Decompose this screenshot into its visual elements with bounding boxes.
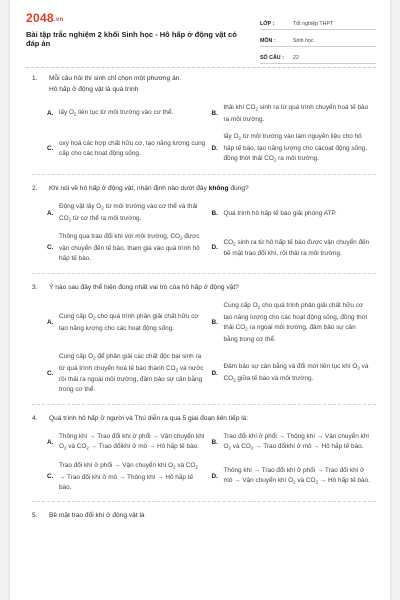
answer-option[interactable] xyxy=(212,432,371,454)
question-divider xyxy=(32,404,376,405)
option-text: $CO_2$ sinh ra từ hô hấp tế bào được vận chuyển đến bề mặt trao đổi khí, rồi thải ra môi trường. xyxy=(223,238,370,258)
question-1 xyxy=(32,74,370,166)
option-letter: A. xyxy=(47,439,54,446)
option-text: Thông khí → Trao đổi khí ở phổi → Trao đổi khí ở mô → Vận chuyển khí $O_2$ và $CO_2$ → Hô hấp tế bào. xyxy=(223,467,370,485)
answer-option[interactable] xyxy=(212,232,371,264)
option-text: Đảm bảo sự cân bằng và đổi mới liên tục khí $O_2$ và $CO_2$ giữa tế bào và môi trường. xyxy=(223,363,369,383)
question-text: Mỗi câu hỏi thí sinh chỉ chọn một phương án. Hô hấp ở động vật là quá trình xyxy=(49,75,182,93)
question-3 xyxy=(32,283,370,396)
question-number: 5. xyxy=(32,512,38,520)
option-text: thải khí $CO_2$ sinh ra từ quá trình chuyển hoá tế bào ra môi trường. xyxy=(223,104,369,123)
option-text: oxy hoá các hợp chất hữu cơ, tạo năng lượng cung cấp cho các hoạt động sống. xyxy=(59,139,206,157)
option-text: lấy $O_2$ liên tục từ môi trường vào cơ thể. xyxy=(59,109,174,117)
option-letter: D. xyxy=(211,369,218,377)
option-text: lấy $O_2$ từ môi trường vào làm nguyên liệu cho hô hấp tế bào, tạo năng lượng cho cácoạt động sống, đồng thời thải $CO_2$ ra môi trường. xyxy=(223,132,367,163)
question-stem xyxy=(32,283,370,294)
option-letter: C. xyxy=(47,473,54,481)
answer-option[interactable] xyxy=(212,132,371,166)
answer-options xyxy=(47,432,370,493)
question-text: Quá trình hô hấp ở người và Thú diễn ra qua 5 giai đoạn liên tiếp là: xyxy=(49,414,249,422)
question-stem xyxy=(32,511,370,522)
question-4 xyxy=(32,414,370,494)
option-letter: C. xyxy=(47,369,54,377)
option-letter: A. xyxy=(47,209,54,217)
option-text: Thông khí → Trao đổi khí ở phổi → Vận chuyển khí $O_2$ và $CO_2$ → Trao đổikhí ở mô → Hô hấp tế bào. xyxy=(59,433,205,451)
option-text: Cung cấp $O_2$ cho quá trình phân giải chất hữu cơ tạo năng lượng cho các hoạt động sống. xyxy=(59,312,199,332)
option-letter: B. xyxy=(211,439,218,446)
option-letter: D. xyxy=(211,144,218,152)
document-page xyxy=(10,0,390,600)
answer-option[interactable] xyxy=(212,352,371,396)
option-text: Thông qua trao đổi khí với môi trường, $CO_2$ được vận chuyển đến tế bào, tham gia vào quá trình hô hấp tế bào. xyxy=(59,233,200,263)
option-text: Cung cấp $O_2$ cho quá trình phân giải chất hữu cơ tạo năng lượng cho các hoạt động sống, đồng thời thải $CO_2$ ra ngoài môi trường, đảm bảo sự cân bằng trong cơ thể. xyxy=(223,302,368,343)
header-divider xyxy=(26,67,376,68)
answer-option[interactable] xyxy=(212,202,371,225)
question-text: Khi nói về hô hấp ở động vật, nhận định nào dưới đây không đúng? xyxy=(49,184,249,192)
answer-option[interactable] xyxy=(212,301,371,345)
question-number: 1. xyxy=(32,75,38,82)
answer-option[interactable] xyxy=(47,202,206,225)
answer-options xyxy=(47,301,370,396)
option-letter: C. xyxy=(47,244,54,252)
option-letter: B. xyxy=(211,209,218,217)
option-letter: A. xyxy=(47,318,54,326)
document-header xyxy=(10,0,390,66)
answer-option[interactable] xyxy=(212,461,371,493)
answer-option[interactable] xyxy=(47,301,206,345)
document-title: Bài tập trắc nghiệm 2 khối Sinh học - Hô hấp ở động vật có đáp án xyxy=(26,30,237,48)
question-number: 2. xyxy=(32,184,38,192)
option-text: Trao đổi khí ở phổi → Thông khí → Vận chuyển khí $O_2$ và $CO_2$ → Trao đổikhí ở mô → Hô hấp tế bào. xyxy=(223,433,370,451)
answer-option[interactable] xyxy=(47,352,206,396)
question-text: Ý nào sau đây thể hiện đúng nhất vai trò của hô hấp ở động vật? xyxy=(49,283,239,291)
option-text: Trao đổi khí ở phổi → Vận chuyển khí $O_2$ và $CO_2$ → Trao đổi khí ở mô → Thông khí → Hô hấp tế bào. xyxy=(59,462,198,491)
question-text: Bề mặt trao đổi khí ở động vật là xyxy=(49,512,145,520)
option-text: Quá trình hô hấp tế bào giải phóng ATP. xyxy=(223,209,337,217)
meta-row-subject: MÔN : Sinh học xyxy=(260,31,376,47)
question-divider xyxy=(32,273,376,274)
question-stem xyxy=(32,184,370,195)
question-divider xyxy=(32,174,376,175)
option-text: Động vật lấy $O_2$ từ môi trường vào cơ thể và thải $CO_2$ từ cơ thể ra môi trường. xyxy=(59,203,198,223)
question-list xyxy=(10,74,390,522)
question-stem xyxy=(32,414,370,425)
question-divider xyxy=(32,501,376,502)
answer-option[interactable] xyxy=(47,432,206,454)
answer-options xyxy=(47,103,370,166)
question-5 xyxy=(32,511,370,522)
option-letter: A. xyxy=(47,109,54,117)
option-text: Cung cấp $O_2$ để phân giải các chất độc hại sinh ra từ quá trình chuyển hoá tế bào thành $CO_2$ và nước rồi thải ra ngoài môi trường, đảm bảo sự cân bằng trong cơ thể. xyxy=(59,352,204,394)
question-2 xyxy=(32,184,370,265)
answer-option[interactable] xyxy=(47,132,206,166)
answer-option[interactable] xyxy=(47,232,206,264)
option-letter: C. xyxy=(47,144,54,152)
brand-logo[interactable]: 2048.vn xyxy=(26,11,64,25)
option-letter: D. xyxy=(211,244,218,252)
question-stem xyxy=(32,74,370,95)
option-letter: D. xyxy=(211,473,218,481)
option-letter: B. xyxy=(211,318,218,326)
option-letter: B. xyxy=(211,109,218,117)
meta-row-question-count: SỐ CÂU : 22 xyxy=(260,48,376,64)
answer-options xyxy=(47,202,370,265)
answer-option[interactable] xyxy=(47,103,206,125)
document-meta xyxy=(260,14,376,65)
question-number: 3. xyxy=(32,283,38,291)
answer-option[interactable] xyxy=(212,103,371,125)
question-number: 4. xyxy=(32,414,38,422)
answer-option[interactable] xyxy=(47,461,206,493)
meta-row-class: LỚP : Tốt nghiệp THPT xyxy=(260,14,376,30)
